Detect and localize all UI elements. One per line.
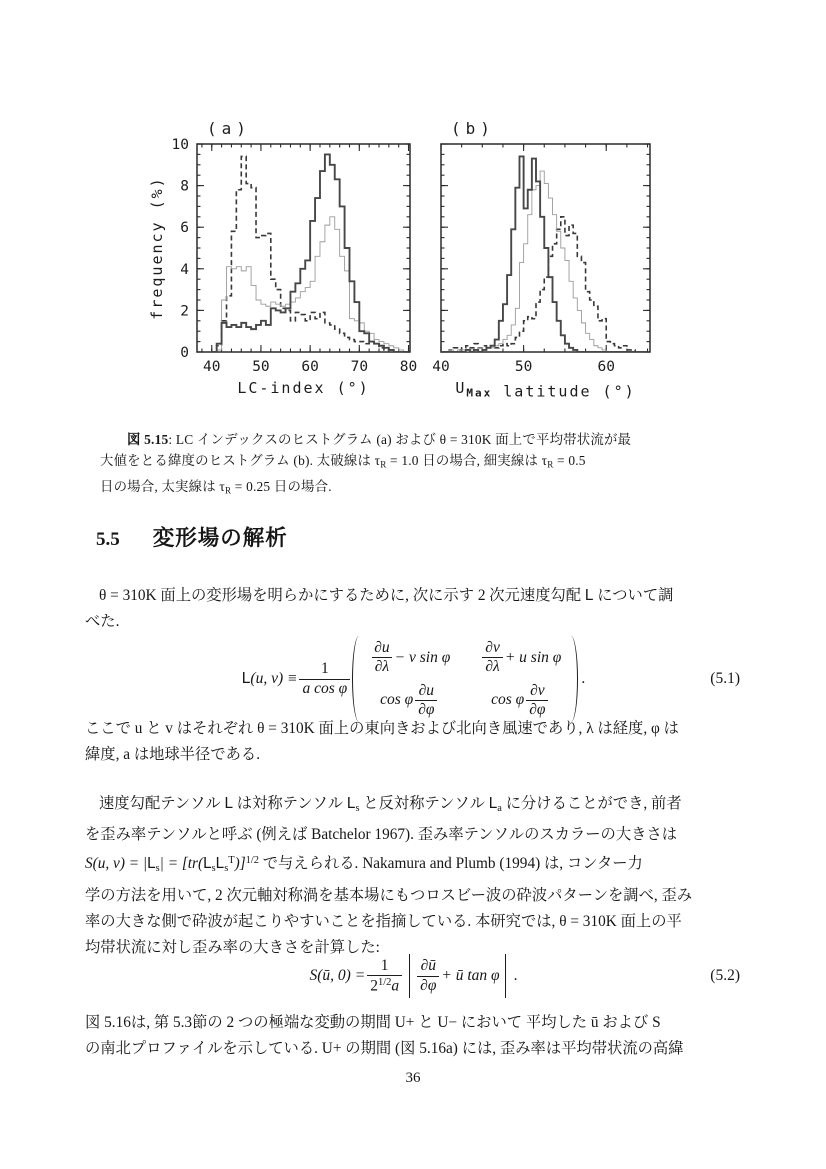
x-tick-label: 80 <box>399 359 418 375</box>
paragraph-2 <box>85 716 745 768</box>
y-tick-label: 6 <box>180 220 189 237</box>
text-line: ここで u と v はそれぞれ θ = 310K 面上の東向きおよび北向き風速であり, λ は経度, φ は <box>85 720 679 737</box>
text-line: θ = 310K 面上の変形場を明らかにするために, 次に示す 2 次元速度勾配 L について調 <box>99 587 674 604</box>
text-line: 図 5.15: LC インデックスのヒストグラム (a) および θ = 310K 面上で平均帯状流が最 <box>127 432 632 447</box>
text-line: 緯度, a は地球半径である. <box>85 746 261 764</box>
x-axis-label: $U_{Max}$ latitude (°) <box>455 379 636 401</box>
paragraph-4 <box>85 1010 745 1062</box>
eq2-coefficient-fraction: $\frac{1}{2^{1/2}a}$ <box>367 958 402 995</box>
equation-5-2: S(ū, 0) = $\frac{1}{2^{1/2}a}$ $\frac{\partial ū}{\partial\varphi}$ + ū tan φ . (5.2) <box>85 946 742 1006</box>
eq1-lhs: L(u, v) ≡ <box>241 670 298 687</box>
text-line: S(u, $v) = |L_s| = [tr(L_sL_s^T)]^{1/2}$ で与えられる. Nakamura and Plumb (1994) は, コンター力 <box>85 855 643 875</box>
left-absolute-bar <box>409 954 410 998</box>
y-tick-label: 2 <box>180 303 189 320</box>
x-tick-label: 40 <box>203 359 221 375</box>
x-tick-label: 70 <box>350 359 369 375</box>
eq1-coefficient-fraction: $\frac{1}{\text{a cos φ}}$ <box>299 661 350 697</box>
equation-number-5-2: (5.2) <box>710 967 740 984</box>
y-tick-label: 0 <box>180 345 189 361</box>
histogram-series <box>441 171 648 352</box>
eq1-period: . <box>581 670 586 687</box>
y-axis-label: frequency (%) <box>148 176 166 320</box>
text-line: 均帯状流に対し歪み率の大きさを計算した: <box>85 939 380 957</box>
y-tick-label: 4 <box>180 261 189 278</box>
text-line: 図 5.16は, 第 5.3節の 2 つの極端な変動の期間 U+ と U− において 平均した ū および S <box>85 1014 661 1031</box>
text-line: べた. <box>85 613 120 631</box>
histogram-series <box>441 156 648 352</box>
x-tick-label: 40 <box>432 359 450 375</box>
eq1-matrix: $\frac{\partial u}{\partial\lambda}$ − v sin φ $\frac{\partial v}{\partial\lambda}$ + u sin φ cos φ $\frac{\partial u}{\partial\varphi}$ cos φ $\frac{\partial v}{\partial\varphi}$ <box>369 640 561 718</box>
plot-frame <box>197 144 410 352</box>
y-tick-label: 8 <box>180 178 189 195</box>
paragraph-3 <box>85 791 745 961</box>
section-heading <box>96 521 288 555</box>
right-absolute-bar <box>505 954 506 998</box>
section-title: 変形場の解析 <box>152 526 288 550</box>
figure-caption <box>100 429 718 502</box>
equation-number-5-1: (5.1) <box>710 670 740 687</box>
left-parenthesis <box>352 636 366 722</box>
right-parenthesis <box>564 636 578 722</box>
eq2-period: . <box>513 967 518 984</box>
x-tick-label: 50 <box>514 359 533 375</box>
text-line: 日の場合, 太実線は $\tau_R = 0.25$ 日の場合. <box>100 479 332 496</box>
text-line: 速度勾配テンソル L は対称テンソル $L_s$ と反対称テンソル $L_a$ に分けることができ, 前者 <box>99 795 682 814</box>
histogram-panel-a <box>140 110 425 402</box>
panel-title: (a) <box>207 119 251 138</box>
y-tick-label: 10 <box>171 137 189 153</box>
paragraph-1 <box>85 583 745 635</box>
panel-title: (b) <box>451 119 495 138</box>
section-number: 5.5 <box>96 529 120 550</box>
page-number: 36 <box>405 1070 421 1086</box>
text-line: 大値をとる緯度のヒストグラム (b). 太破線は $\tau_R = 1.0$ 日の場合, 細実線は $\tau_R = 0.5$ <box>100 453 586 470</box>
histogram-panel-b <box>425 110 687 402</box>
equation-5-1 <box>85 637 742 721</box>
eq2-lhs: S(ū, 0) = <box>309 967 366 984</box>
text-line: 率の大きな側で砕波が起こりやすいことを指摘している. 本研究では, θ = 310K 面上の平 <box>85 912 682 930</box>
x-tick-label: 50 <box>252 359 270 375</box>
x-axis-label: LC-index (°) <box>237 379 370 397</box>
text-line: の南北プロファイルを示している. U+ の期間 (図 5.16a) には, 歪み率は平均帯状流の高緯 <box>85 1040 684 1058</box>
text-line: 学の方法を用いて, 2 次元軸対称渦を基本場にもつロスビー波の砕波パターンを調べ, 歪み <box>85 886 693 904</box>
x-tick-label: 60 <box>301 359 319 375</box>
text-line: を歪み率テンソルと呼ぶ (例えば Batchelor 1967). 歪み率テンソルのスカラーの大きさは <box>85 826 678 844</box>
x-tick-label: 60 <box>597 359 615 375</box>
